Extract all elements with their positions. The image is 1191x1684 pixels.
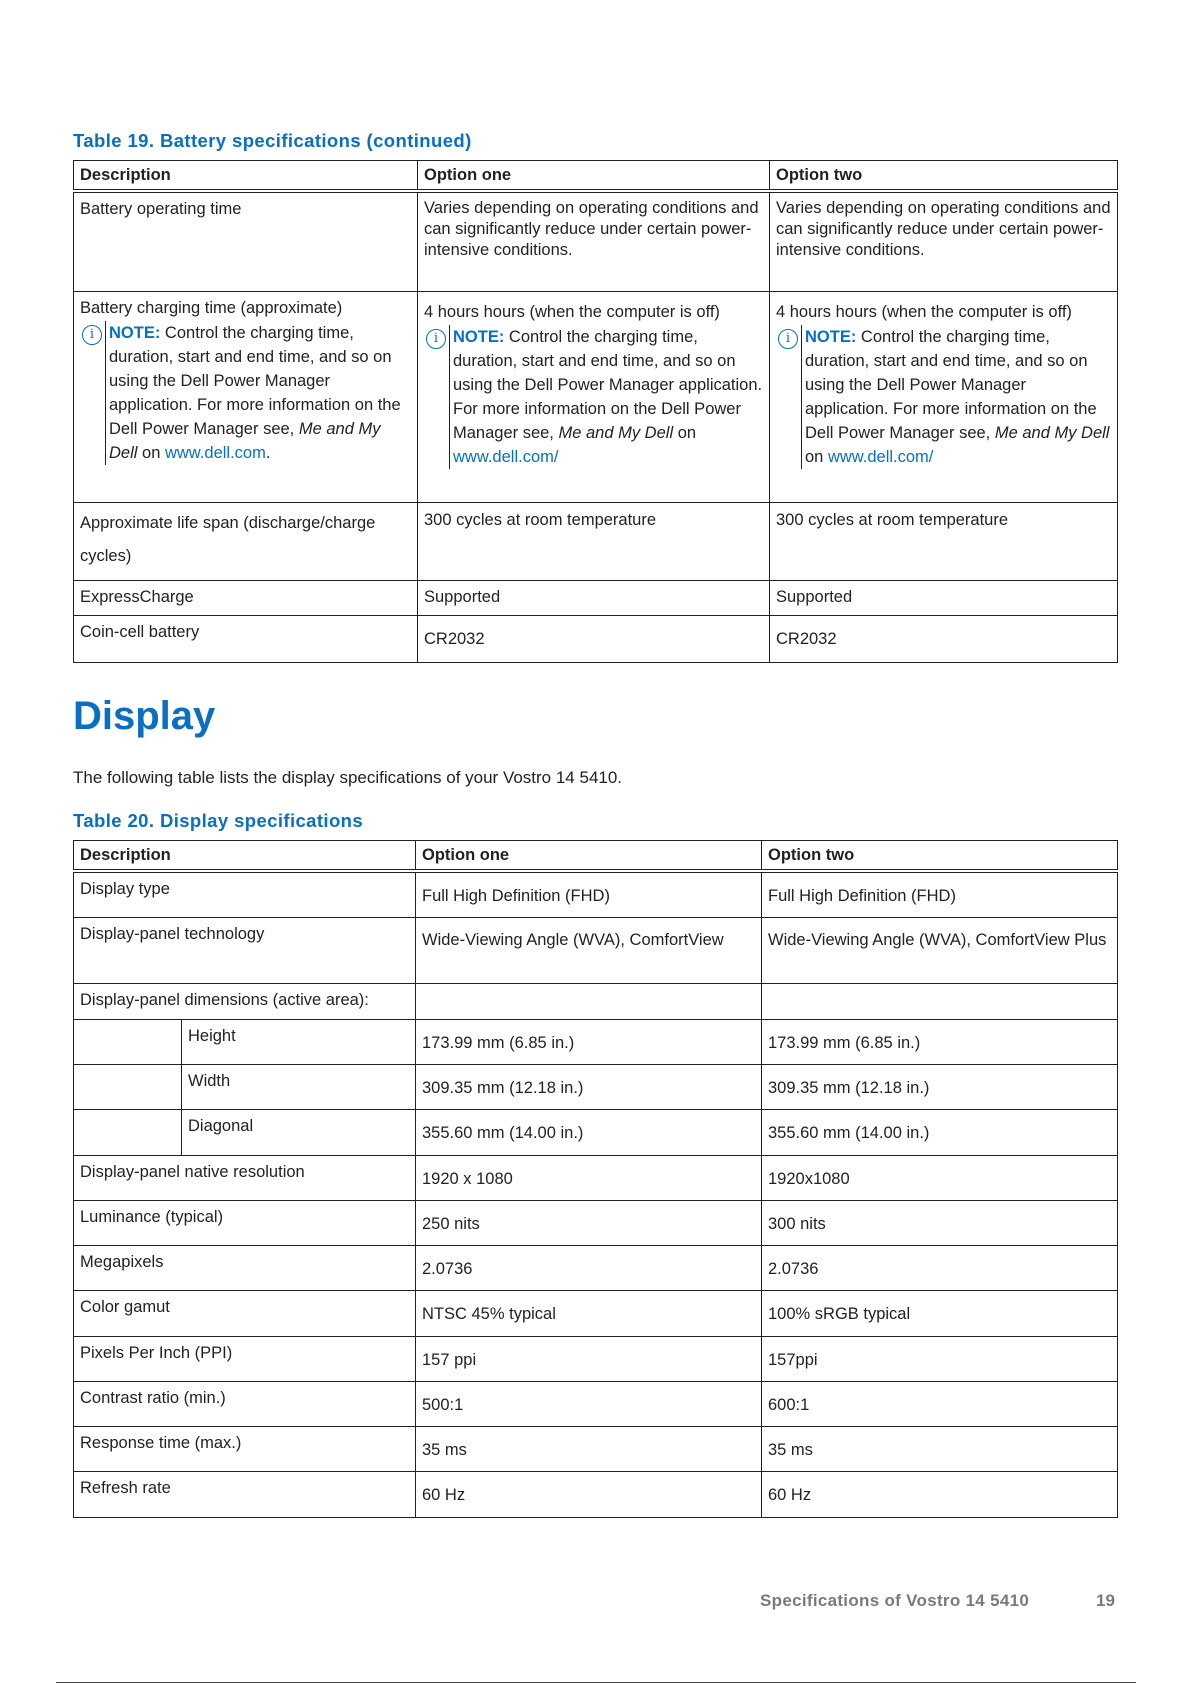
header-description: Description	[74, 841, 416, 872]
indent-cell	[74, 1019, 182, 1064]
note-label: NOTE:	[453, 327, 505, 346]
table-row	[74, 1471, 1118, 1517]
note-italic: Me and My Dell	[994, 423, 1110, 442]
table-row	[74, 1336, 1118, 1381]
cell-option-one: Supported	[418, 580, 770, 615]
dell-link[interactable]: www.dell.com/	[453, 447, 559, 466]
header-option-one: Option one	[416, 841, 762, 872]
cell-desc: ExpressCharge	[74, 580, 418, 615]
note-text: Control the charging time, duration, start and end time, and so on using the Dell Power Manager application. For more information on the Dell Power Manager see,	[805, 327, 1097, 442]
cell-desc: Display-panel technology	[74, 917, 416, 983]
charging-two: 4 hours hours (when the computer is off)	[776, 302, 1072, 321]
cell-option-one: 157 ppi	[416, 1336, 762, 1381]
cell-desc	[74, 291, 418, 502]
cell-desc: Megapixels	[74, 1245, 416, 1290]
cell-desc: Pixels Per Inch (PPI)	[74, 1336, 416, 1381]
cell-option-two: 1920x1080	[762, 1155, 1118, 1200]
cell-option-two: 157ppi	[762, 1336, 1118, 1381]
table19-caption: Table 19. Battery specifications (continued)	[73, 130, 472, 151]
indent-cell	[74, 1064, 182, 1109]
note-label: NOTE:	[109, 323, 161, 342]
note-body	[449, 325, 763, 469]
table-row	[74, 1200, 1118, 1245]
table-row	[74, 1426, 1118, 1471]
table-row	[74, 917, 1118, 983]
cell-option-two: 355.60 mm (14.00 in.)	[762, 1109, 1118, 1155]
info-icon: i	[426, 329, 446, 349]
battery-spec-table	[73, 160, 1118, 663]
cell-option-two: 309.35 mm (12.18 in.)	[762, 1064, 1118, 1109]
footer-title: Specifications of Vostro 14 5410	[760, 1591, 1030, 1610]
table-row	[74, 1155, 1118, 1200]
cell-option-two: 600:1	[762, 1381, 1118, 1426]
cell-desc: Refresh rate	[74, 1471, 416, 1517]
cell-desc: Response time (max.)	[74, 1426, 416, 1471]
charging-one: 4 hours hours (when the computer is off)	[424, 302, 720, 321]
table-row	[74, 1290, 1118, 1336]
note-body	[105, 321, 411, 465]
cell-option-one: 309.35 mm (12.18 in.)	[416, 1064, 762, 1109]
table-row	[74, 1109, 1118, 1155]
cell-option-one: 35 ms	[416, 1426, 762, 1471]
cell-option-one: 300 cycles at room temperature	[418, 502, 770, 580]
charging-desc: Battery charging time (approximate)	[80, 298, 343, 317]
cell-option-one: 2.0736	[416, 1245, 762, 1290]
cell-desc: Display type	[74, 871, 416, 917]
info-icon: i	[778, 329, 798, 349]
table-header-row	[74, 161, 1118, 192]
cell-desc: Coin-cell battery	[74, 615, 418, 662]
header-option-one: Option one	[418, 161, 770, 192]
cell-option-two: 300 cycles at room temperature	[770, 502, 1118, 580]
note-block	[424, 325, 763, 469]
cell-desc: Approximate life span (discharge/charge cycles)	[74, 502, 418, 580]
cell-option-two: 100% sRGB typical	[762, 1290, 1118, 1336]
page-title: Display	[73, 694, 216, 738]
cell-option-two: 35 ms	[762, 1426, 1118, 1471]
display-spec-table	[73, 840, 1118, 1518]
cell-option-two: 60 Hz	[762, 1471, 1118, 1517]
dell-link[interactable]: www.dell.com/	[827, 447, 934, 466]
cell-option-two: Wide-Viewing Angle (WVA), ComfortView Plus	[762, 917, 1118, 983]
cell-option-one: 355.60 mm (14.00 in.)	[416, 1109, 762, 1155]
cell-option-two	[762, 983, 1118, 1019]
cell-option-one: CR2032	[418, 615, 770, 662]
cell-desc: Luminance (typical)	[74, 1200, 416, 1245]
cell-option-one: Full High Definition (FHD)	[416, 871, 762, 917]
cell-option-one: Varies depending on operating conditions and can significantly reduce under certain power-intensive conditions.	[418, 191, 770, 291]
cell-desc: Color gamut	[74, 1290, 416, 1336]
table-row	[74, 580, 1118, 615]
cell-option-two: CR2032	[770, 615, 1118, 662]
table-row	[74, 871, 1118, 917]
cell-option-one: 60 Hz	[416, 1471, 762, 1517]
cell-option-two: 300 nits	[762, 1200, 1118, 1245]
cell-option-one	[416, 983, 762, 1019]
cell-option-one	[418, 291, 770, 502]
note-italic: Me and My Dell	[109, 419, 381, 462]
note-period: .	[265, 443, 271, 462]
cell-option-one: 250 nits	[416, 1200, 762, 1245]
header-option-two: Option two	[762, 841, 1118, 872]
indent-cell	[74, 1109, 182, 1155]
cell-option-one: 500:1	[416, 1381, 762, 1426]
table-header-row	[74, 841, 1118, 872]
header-option-two: Option two	[770, 161, 1118, 192]
cell-desc: Height	[182, 1019, 416, 1064]
note-on: on	[805, 447, 828, 466]
note-text: Control the charging time, duration, start and end time, and so on using the Dell Power Manager application. For more information on the Dell Power Manager see,	[109, 323, 401, 438]
cell-option-two: Full High Definition (FHD)	[762, 871, 1118, 917]
cell-option-two: 173.99 mm (6.85 in.)	[762, 1019, 1118, 1064]
cell-option-two: Varies depending on operating conditions and can significantly reduce under certain power-intensive conditions.	[770, 191, 1118, 291]
cell-option-one: NTSC 45% typical	[416, 1290, 762, 1336]
table-row	[74, 1064, 1118, 1109]
table-row	[74, 502, 1118, 580]
cell-desc: Width	[182, 1064, 416, 1109]
cell-option-one: 173.99 mm (6.85 in.)	[416, 1019, 762, 1064]
intro-text: The following table lists the display specifications of your Vostro 14 5410.	[73, 768, 623, 787]
note-on: on	[673, 423, 697, 442]
cell-desc: Battery operating time	[74, 191, 418, 291]
cell-option-one: 1920 x 1080	[416, 1155, 762, 1200]
cell-desc: Display-panel dimensions (active area):	[74, 983, 416, 1019]
header-description: Description	[74, 161, 418, 192]
note-label: NOTE:	[805, 327, 857, 346]
dell-link[interactable]: www.dell.com	[164, 443, 266, 462]
table-row	[74, 191, 1118, 291]
cell-option-two: Supported	[770, 580, 1118, 615]
note-on: on	[137, 443, 165, 462]
note-block	[776, 325, 1111, 469]
note-block	[80, 321, 411, 465]
table-row	[74, 1019, 1118, 1064]
footer-divider	[56, 1682, 1136, 1683]
table-row	[74, 1381, 1118, 1426]
table-row	[74, 1245, 1118, 1290]
cell-option-two: 2.0736	[762, 1245, 1118, 1290]
note-text: Control the charging time, duration, start and end time, and so on using the Dell Power Manager application. For more information on the Dell Power Manager see,	[453, 327, 763, 442]
note-italic: Me and My Dell	[558, 423, 674, 442]
page-number: 19	[1096, 1591, 1115, 1610]
table20-caption: Table 20. Display specifications	[73, 810, 364, 831]
cell-desc: Contrast ratio (min.)	[74, 1381, 416, 1426]
table-row	[74, 291, 1118, 502]
cell-desc: Diagonal	[182, 1109, 416, 1155]
cell-option-one: Wide-Viewing Angle (WVA), ComfortView	[416, 917, 762, 983]
cell-option-two	[770, 291, 1118, 502]
info-icon: i	[82, 325, 102, 345]
table-row	[74, 615, 1118, 662]
cell-desc: Display-panel native resolution	[74, 1155, 416, 1200]
note-body	[801, 325, 1111, 469]
table-row	[74, 983, 1118, 1019]
